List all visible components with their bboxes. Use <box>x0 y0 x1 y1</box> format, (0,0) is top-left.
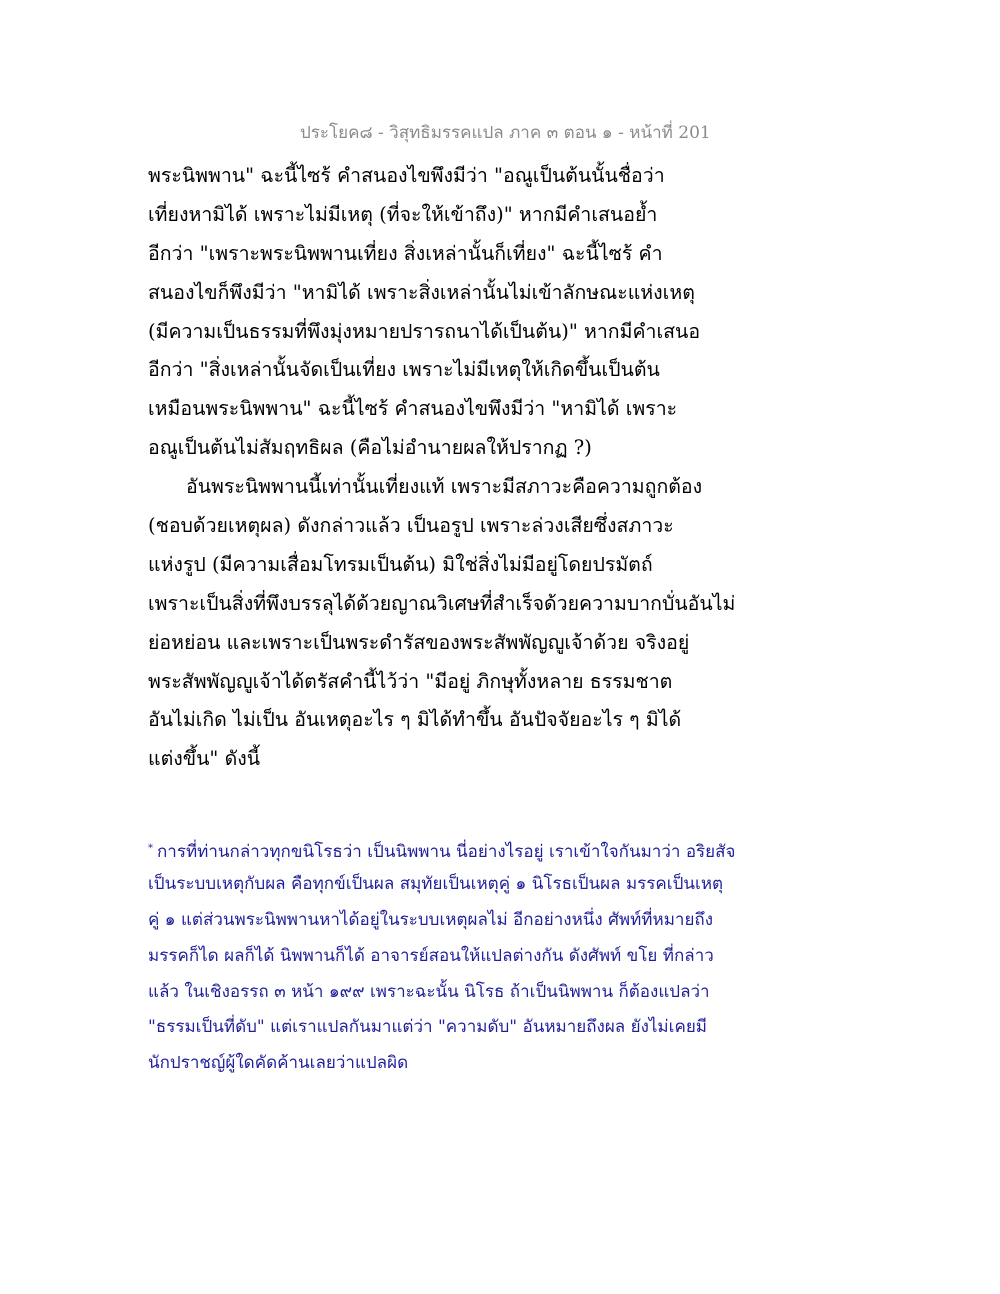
footnote-line: มรรคก็ได ผลก็ได้ นิพพานก็ได้ อาจารย์สอนให้แปลต่างกัน ดังศัพท์ ขโย ที่กล่าว <box>148 945 714 966</box>
text-line: อีกว่า "สิ่งเหล่านั้นจัดเป็นเที่ยง เพราะไม่มีเหตุให้เกิดขึ้นเป็นต้น <box>148 358 660 382</box>
text-line: อีกว่า "เพราะพระนิพพานเที่ยง สิ่งเหล่านั้นก็เที่ยง" ฉะนี้ไซร้ คำ <box>148 241 663 265</box>
footnote-line: เป็นระบบเหตุกับผล คือทุกข์เป็นผล สมุทัยเป็นเหตุคู่ ๑ นิโรธเป็นผล มรรคเป็นเหตุ <box>148 873 724 894</box>
text-line: (มีความเป็นธรรมที่พึงมุ่งหมายปรารถนาได้เป็นต้น)" หากมีคำเสนอ <box>148 319 701 343</box>
text-line: อันไม่เกิด ไม่เป็น อันเหตุอะไร ๆ มิได้ทำขึ้น อันปัจจัยอะไร ๆ มิได้ <box>148 708 682 732</box>
text-line: พระนิพพาน" ฉะนี้ไซร้ คำสนองไขพึงมีว่า "อณูเป็นต้นนั้นชื่อว่า <box>148 164 665 187</box>
text-line: สนองไขก็พึงมีว่า "หามิได้ เพราะสิ่งเหล่านั้นไม่เข้าลักษณะแห่งเหตุ <box>148 280 695 304</box>
text-line: แห่งรูป (มีความเสื่อมโทรมเป็นต้น) มิใช่สิ่งไม่มีอยู่โดยปรมัตถ์ <box>148 552 653 576</box>
text-line: เพราะเป็นสิ่งที่พึงบรรลุได้ด้วยญาณวิเศษที่สำเร็จด้วยความบากบั่นอันไม่ <box>148 591 736 615</box>
text-line: เหมือนพระนิพพาน" ฉะนี้ไซร้ คำสนองไขพึงมีว่า "หามิได้ เพราะ <box>148 397 678 421</box>
text-line: พระสัพพัญญูเจ้าได้ตรัสคำนี้ไว้ว่า "มีอยู่ ภิกษุทั้งหลาย ธรรมชาต <box>148 669 673 693</box>
running-header: ประโยค๘ - วิสุทธิมรรคแปล ภาค ๓ ตอน ๑ - หน้าที่ 201 <box>300 123 711 143</box>
footnote-text: การที่ท่านกล่าวทุกขนิโรธว่า เป็นนิพพาน นี่อย่างไรอยู่ เราเข้าใจกันมาว่า อริยสัจ <box>157 842 736 862</box>
footnote-marker: * <box>148 843 153 854</box>
paragraph-start-line: อันพระนิพพานนี้เท่านั้นเที่ยงแท้ เพราะมีสภาวะคือความถูกต้อง <box>186 475 703 499</box>
text-line: (ชอบด้วยเหตุผล) ดังกล่าวแล้ว เป็นอรูป เพราะล่วงเสียซึ่งสภาวะ <box>148 514 674 538</box>
text-line: ย่อหย่อน และเพราะเป็นพระดำรัสของพระสัพพัญญูเจ้าด้วย จริงอยู่ <box>148 630 690 654</box>
footnote <box>148 831 768 1082</box>
main-text <box>148 157 748 779</box>
text-line: อณูเป็นต้นไม่สัมฤทธิผล (คือไม่อำนายผลให้ปรากฏ ?) <box>148 436 592 460</box>
footnote-line: คู่ ๑ แต่ส่วนพระนิพพานหาได้อยู่ในระบบเหตุผลไม่ อีกอย่างหนึ่ง ศัพท์ที่หมายถึง <box>148 909 714 930</box>
footnote-line: "ธรรมเป็นที่ดับ" แต่เราแปลกันมาแต่ว่า "ความดับ" อันหมายถึงผล ยังไม่เคยมี <box>148 1017 707 1038</box>
text-line: แต่งขึ้น" ดังนี้ <box>148 747 261 771</box>
footnote-line: นักปราชญ์ผู้ใดคัดค้านเลยว่าแปลผิด <box>148 1053 409 1074</box>
footnote-line: แล้ว ในเชิงอรรถ ๓ หน้า ๑๙๙ เพราะฉะนั้น นิโรธ ถ้าเป็นนิพพาน ก็ต้องแปลว่า <box>148 981 710 1002</box>
text-line: เที่ยงหามิได้ เพราะไม่มีเหตุ (ที่จะให้เข้าถึง)" หากมีคำเสนอย้ำ <box>148 202 658 226</box>
footnote-line <box>148 831 768 867</box>
